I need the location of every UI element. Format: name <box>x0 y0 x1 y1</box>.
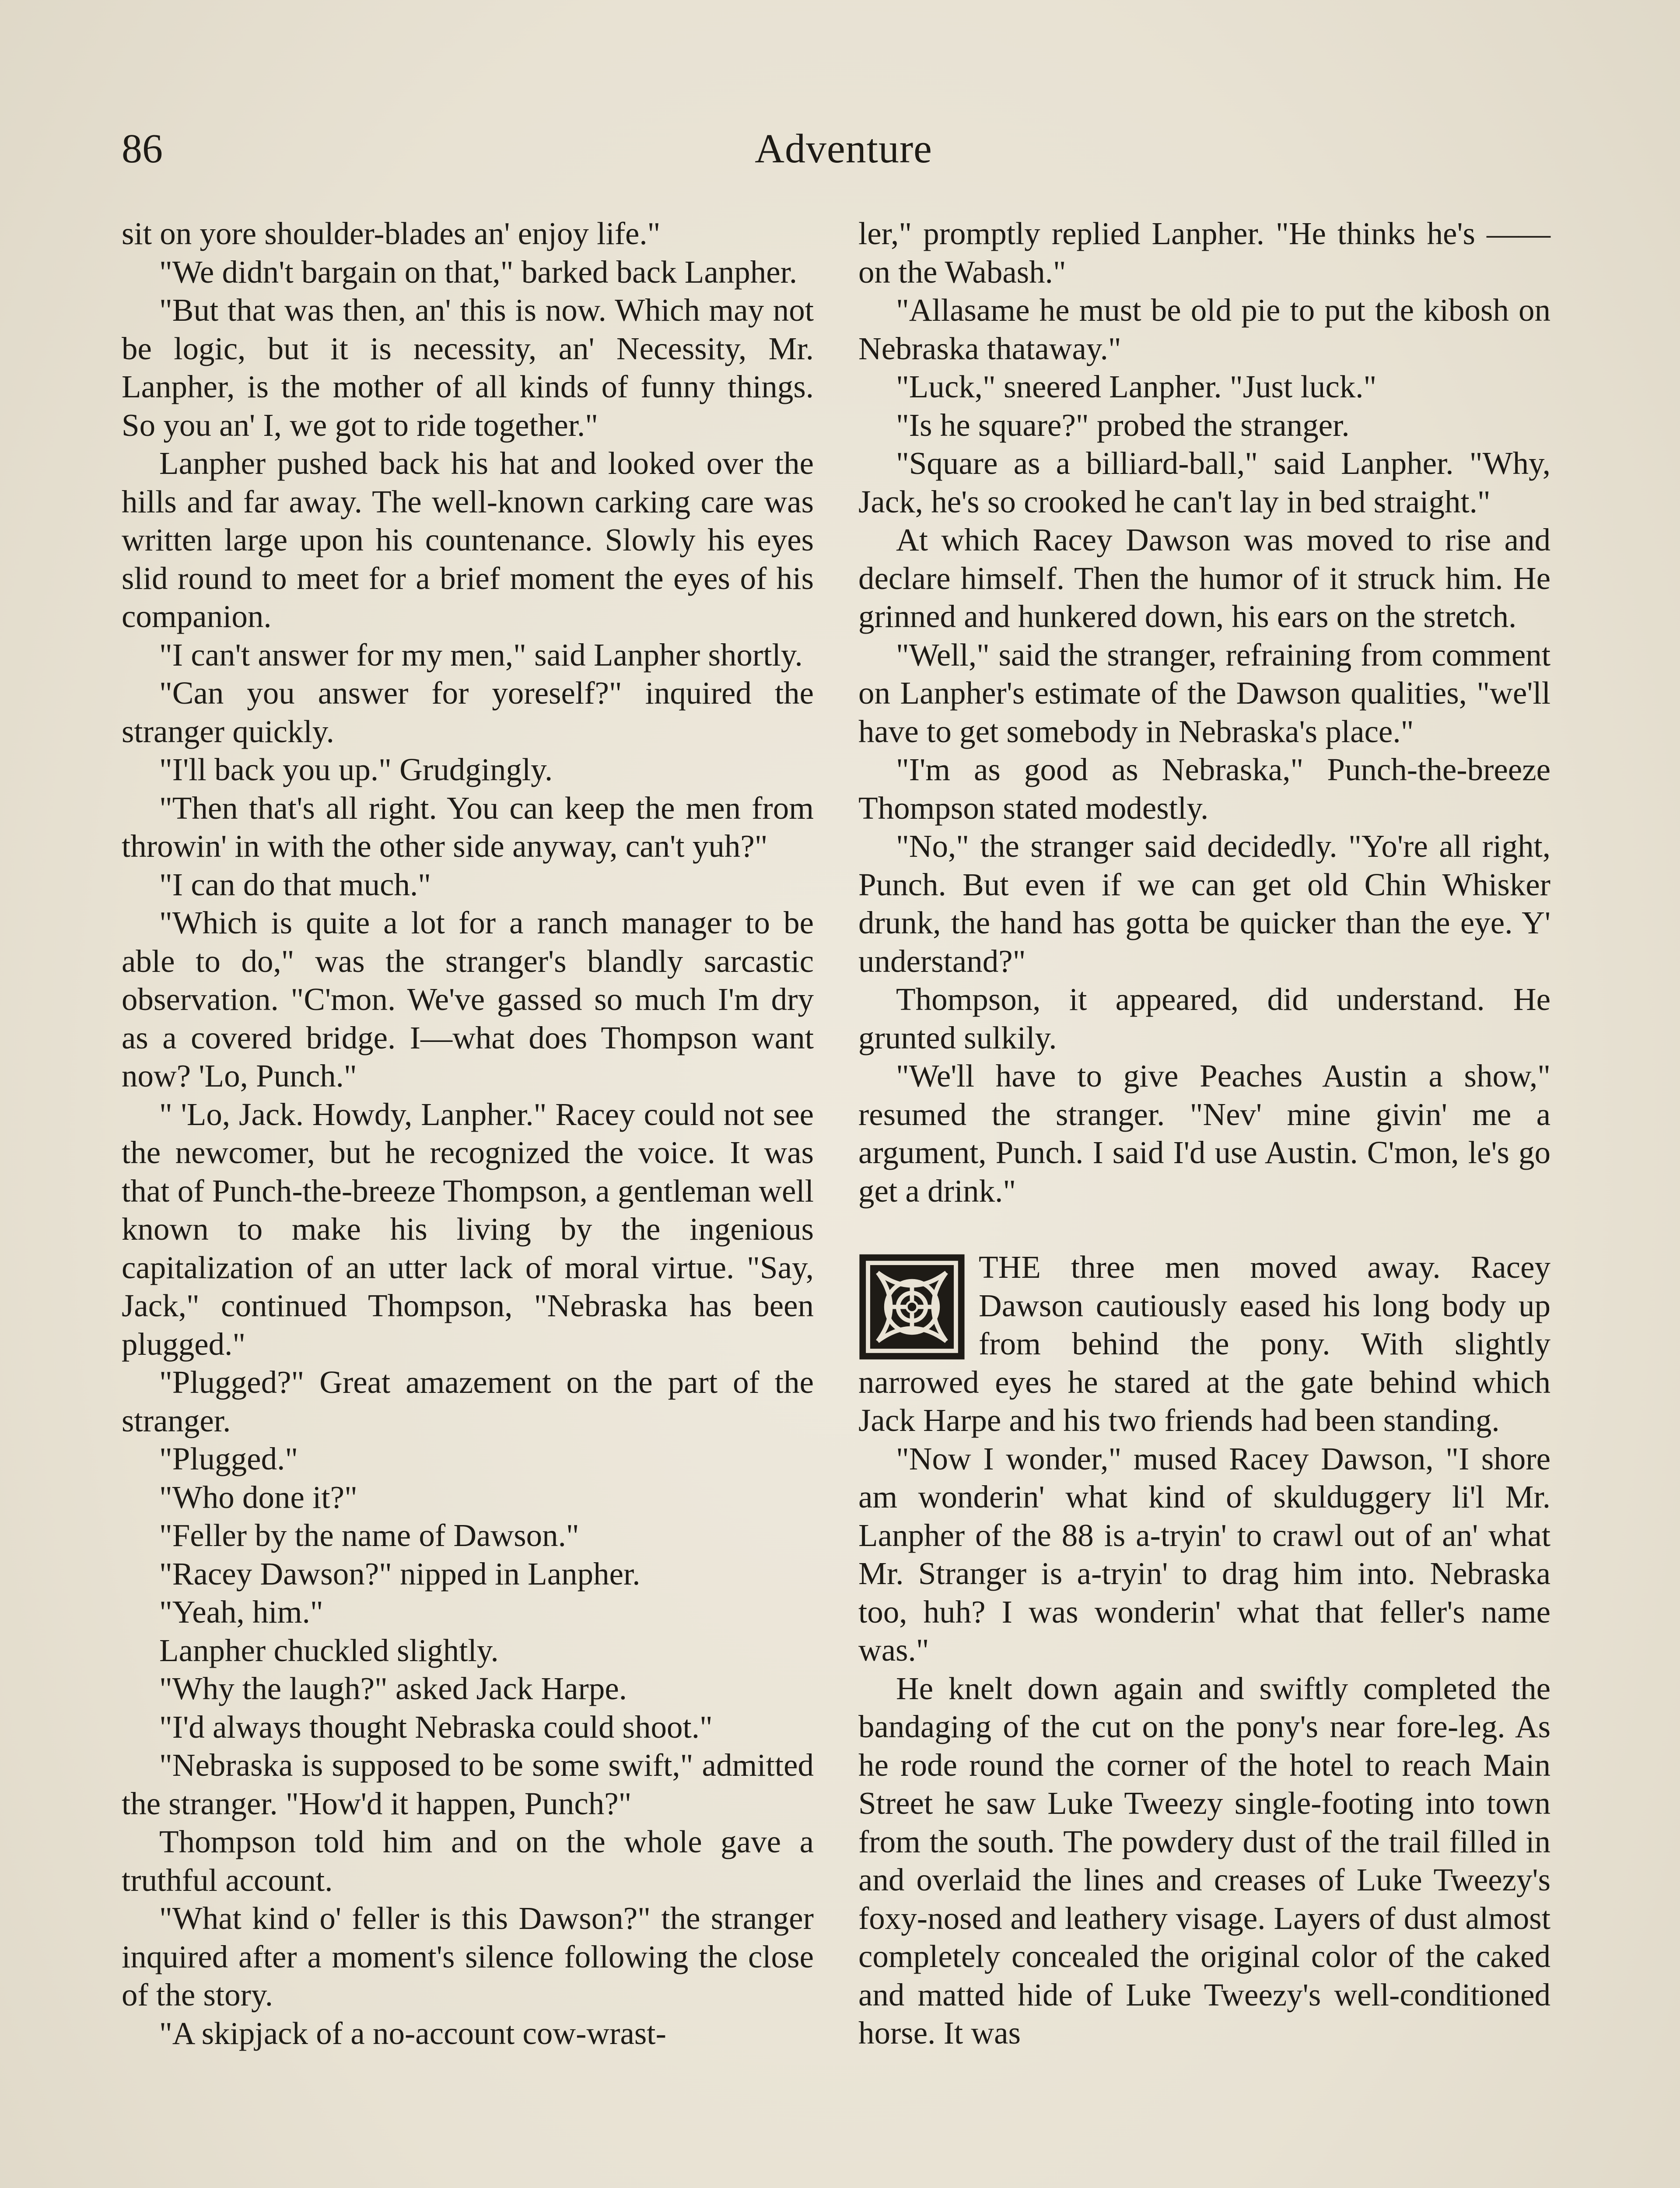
paragraph: Lanpher pushed back his hat and looked over the hills and far away. The well-known carking care was written large upon his countenance. Slowly his eyes slid round to meet for a brief moment the eyes of his companion. <box>122 445 814 634</box>
paragraph-text: THE three men moved away. Racey Dawson cautiously eased his long body up from behind the pony. With slightly narrowed eyes he stared at the gate behind which Jack Harpe and his two friends had been standing. <box>858 1249 1550 1438</box>
paragraph: "Now I wonder," mused Racey Dawson, "I shore am wonderin' what kind of skulduggery li'l Mr. Lanpher of the 88 is a-tryin' to crawl out of an' what Mr. Stranger is a-tryin' to drag him into. Nebraska too, huh? I was wonderin' what that feller's name was." <box>858 1441 1550 1668</box>
paragraph: "What kind o' feller is this Dawson?" the stranger inquired after a moment's silence following the close of the story. <box>122 1900 814 2013</box>
paragraph: "I'm as good as Nebraska," Punch-the-breeze Thompson stated modestly. <box>858 752 1550 826</box>
page-number: 86 <box>122 126 163 172</box>
paragraph: "Then that's all right. You can keep the men from throwin' in with the other side anyway, can't yuh?" <box>122 790 814 864</box>
paragraph: "Racey Dawson?" nipped in Lanpher. <box>159 1556 640 1592</box>
paragraph: "Why the laugh?" asked Jack Harpe. <box>159 1671 627 1706</box>
paragraph: "Allasame he must be old pie to put the kibosh on Nebraska thataway." <box>858 292 1550 366</box>
paragraph: Thompson, it appeared, did understand. He grunted sulkily. <box>858 982 1550 1055</box>
paragraph: "No," the stranger said decidedly. "Yo're all right, Punch. But even if we can get old Chin Whisker drunk, the hand has gotta be quicker than the eye. Y' understand?" <box>858 828 1550 979</box>
paragraph: "Luck," sneered Lanpher. "Just luck." <box>896 369 1377 404</box>
paragraph: "Well," said the stranger, refraining from comment on Lanpher's estimate of the Dawson qualities, "we'll have to get somebody in Nebraska's place." <box>858 637 1550 749</box>
paragraph: sit on yore shoulder-blades an' enjoy life." <box>122 216 661 251</box>
paragraph: "I can do that much." <box>159 866 431 902</box>
paragraph: "Nebraska is supposed to be some swift," admitted the stranger. "How'd it happen, Punch?" <box>122 1747 814 1821</box>
paragraph: "We didn't bargain on that," barked back Lanpher. <box>159 254 798 290</box>
paragraph: Thompson told him and on the whole gave a truthful account. <box>122 1824 814 1898</box>
section-opening-paragraph <box>858 1248 1550 1440</box>
paragraph: "Yeah, him." <box>159 1594 323 1630</box>
paragraph: "I'll back you up." Grudgingly. <box>159 752 553 787</box>
paragraph: "I can't answer for my men," said Lanpher shortly. <box>159 637 803 673</box>
paragraph: "Who done it?" <box>159 1479 357 1515</box>
paragraph: "Plugged." <box>159 1441 298 1476</box>
paragraph: At which Racey Dawson was moved to rise and declare himself. Then the humor of it struck him. He grinned and hunkered down, his ears on the stretch. <box>858 522 1550 634</box>
paragraph: "Can you answer for yoreself?" inquired the stranger quickly. <box>122 675 814 749</box>
left-column <box>122 214 814 2052</box>
paragraph: ler," promptly replied Lanpher. "He thinks he's —— on the Wabash." <box>858 216 1550 290</box>
paragraph: He knelt down again and swiftly completed the bandaging of the cut on the pony's near fore-leg. As he rode round the corner of the hotel to reach Main Street he saw Luke Tweezy single-footing into town from the south. The powdery dust of the trail filled in and overlaid the lines and creases of Luke Tweezy's foxy-nosed and leathery visage. Layers of dust almost completely concealed the original color of the caked and matted hide of Luke Tweezy's well-conditioned horse. It was <box>858 1670 1550 2051</box>
paragraph: "We'll have to give Peaches Austin a show," resumed the stranger. "Nev' mine givin' me a argument, Punch. I said I'd use Austin. C'mon, le's go get a drink." <box>858 1058 1550 1209</box>
right-column <box>858 214 1550 2052</box>
paragraph: "But that was then, an' this is now. Which may not be logic, but it is necessity, an' Necessity, Mr. Lanpher, is the mother of all kinds of funny things. So you an' I, we got to ride together." <box>122 292 814 443</box>
paragraph: " 'Lo, Jack. Howdy, Lanpher." Racey could not see the newcomer, but he recognized the voice. It was that of Punch-the-breeze Thompson, a gentleman well known to make his living by the ingenious capitalization of an utter lack of moral virtue. "Say, Jack," continued Thompson, "Nebraska has been plugged." <box>122 1096 814 1362</box>
celtic-knot-ornament-icon <box>858 1253 966 1360</box>
paragraph: "I'd always thought Nebraska could shoot." <box>159 1709 713 1745</box>
section-break <box>858 1210 1550 1248</box>
paragraph: "Feller by the name of Dawson." <box>159 1518 579 1553</box>
paragraph: "Plugged?" Great amazement on the part of the stranger. <box>122 1364 814 1438</box>
paragraph: "Square as a billiard-ball," said Lanpher. "Why, Jack, he's so crooked he can't lay in bed straight." <box>858 445 1550 519</box>
paragraph: "Which is quite a lot for a ranch manager to be able to do," was the stranger's blandly sarcastic observation. "C'mon. We've gassed so much I'm dry as a covered bridge. I—what does Thompson want now? 'Lo, Punch." <box>122 905 814 1094</box>
running-head: Adventure <box>755 126 932 172</box>
paragraph: Lanpher chuckled slightly. <box>159 1632 499 1668</box>
paragraph: "A skipjack of a no-account cow-wrast- <box>159 2015 666 2051</box>
paragraph: "Is he square?" probed the stranger. <box>896 407 1350 443</box>
page-header <box>122 118 1565 179</box>
